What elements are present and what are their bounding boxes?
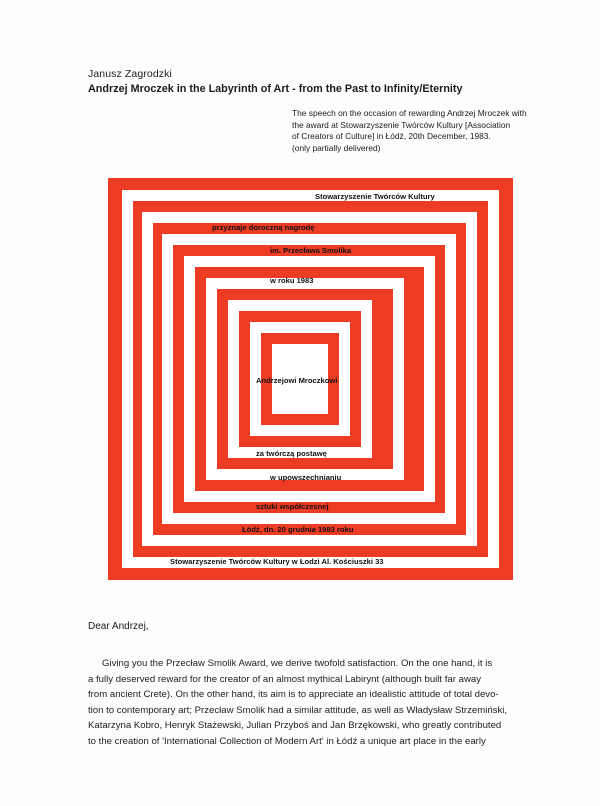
- letter-line: from ancient Crete). On the other hand, its aim is to appreciate an idealistic attitude of total devo-: [88, 689, 499, 701]
- label-place-date: Łódź, dn. 20 grudnia 1983 roku: [242, 525, 354, 534]
- label-contemporary-art: sztuki współczesnej: [256, 502, 329, 511]
- label-in-popularizing: w upowszechnianiu: [270, 473, 342, 482]
- letter-body: [88, 656, 538, 750]
- label-grants: przyznaje doroczną nagrodę: [212, 223, 315, 232]
- label-year: w roku 1983: [270, 276, 314, 285]
- label-address: Stowarzyszenie Twórców Kultury w Łodzi Al. Kościuszki 33: [170, 557, 384, 566]
- speech-note-line: [292, 131, 532, 143]
- author-name: Janusz Zagrodzki: [88, 68, 172, 80]
- label-award-name: im. Przecława Smolika: [270, 246, 352, 255]
- letter-line: a fully deserved reward for the creator of an almost mythical Labirynt (although built far away: [88, 673, 482, 685]
- letter-line: tion to contemporary art; Przecław Smolik had a similar attitude, as well as Władysław Strzemiński,: [88, 704, 508, 716]
- labyrinth-graphic: [108, 178, 513, 580]
- article-title: Andrzej Mroczek in the Labyrinth of Art - from the Past to Infinity/Eternity: [88, 83, 463, 95]
- speech-note: [292, 108, 532, 154]
- speech-note-line: (only partially delivered): [292, 142, 381, 153]
- label-recipient: Andrzejowi Mroczkowi: [256, 376, 338, 385]
- speech-note-line: The speech on the occasion of rewarding Andrzej Mroczek with: [292, 108, 527, 118]
- labyrinth-diploma: [108, 178, 513, 580]
- speech-note-line: the award at Stowarzyszenie Twórców Kultury [Association: [292, 119, 511, 130]
- label-association: Stowarzyszenie Twórców Kultury: [315, 192, 435, 201]
- letter-line: to the creation of 'International Collection of Modern Art' in Łódź a unique art place in the early: [88, 735, 486, 747]
- letter-greeting: Dear Andrzej,: [88, 621, 149, 632]
- letter-line: Katarzyna Kobro, Henryk Stażewski, Julian Przyboś and Jan Brzękowski, who greatly contributed: [88, 720, 502, 732]
- label-for-attitude: za twórczą postawę: [256, 449, 327, 458]
- speech-note-line-text: of Creators of Culture] in Łódź, 20th December, 1983.: [292, 131, 491, 142]
- letter-line: Giving you the Przecław Smolik Award, we derive twofold satisfaction. On the one hand, it is: [102, 658, 493, 669]
